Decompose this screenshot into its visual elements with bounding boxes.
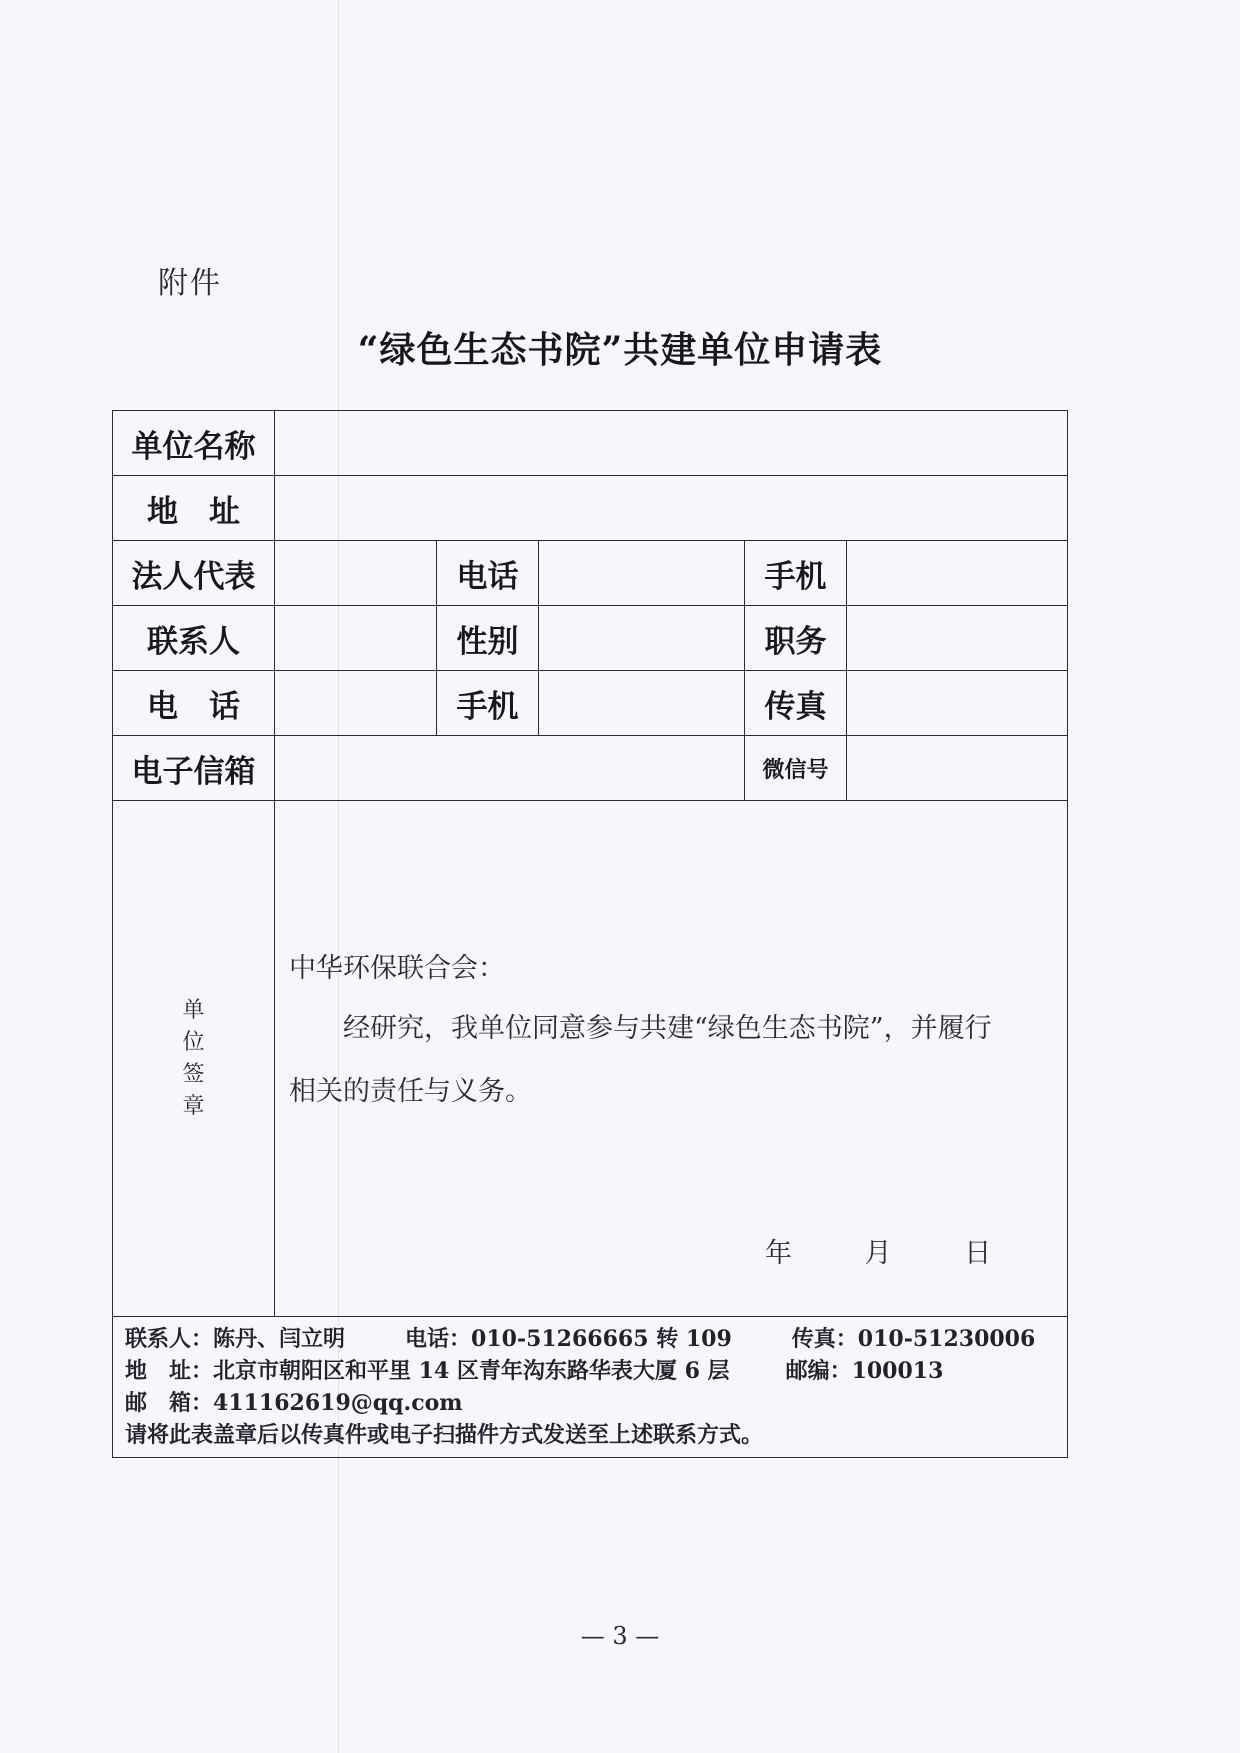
application-form-table [112, 410, 1068, 1458]
email-label: 电子信箱 [113, 736, 275, 801]
footer-note: 请将此表盖章后以传真件或电子扫描件方式发送至上述联系方式。 [125, 1422, 764, 1448]
legal-rep-phone-field[interactable] [539, 541, 745, 606]
wechat-label: 微信号 [745, 736, 847, 801]
contact-mobile-field[interactable] [539, 671, 745, 736]
letter-recipient: 中华环保联合会： [289, 953, 505, 984]
legal-rep-mobile-field[interactable] [847, 541, 1068, 606]
date-year: 年 [765, 1238, 792, 1269]
footer-address: 地 址：北京市朝阳区和平里 14 区青年沟东路华表大厦 6 层 [125, 1358, 730, 1384]
footer-phone: 电话：010-51266665 转 109 [405, 1326, 732, 1352]
form-title: “绿色生态书院”共建单位申请表 [357, 329, 883, 371]
mobile-label: 手机 [745, 541, 847, 606]
footer-line-4 [125, 1419, 1055, 1451]
legal-rep-field[interactable] [275, 541, 437, 606]
row-legal-rep [113, 541, 1068, 606]
gender-field[interactable] [539, 606, 745, 671]
position-label: 职务 [745, 606, 847, 671]
consent-letter [275, 801, 1067, 1316]
footer-line-1 [125, 1323, 1055, 1355]
phone-label-2: 电 话 [113, 671, 275, 736]
fax-label: 传真 [745, 671, 847, 736]
row-signature [113, 801, 1068, 1317]
footer-email: 邮 箱：411162619@qq.com [125, 1390, 463, 1416]
letter-line-1: 经研究，我单位同意参与共建“绿色生态书院”，并履行 [343, 1013, 992, 1044]
footer-contact: 联系人：陈丹、闫立明 [125, 1326, 346, 1352]
row-footer [113, 1317, 1068, 1458]
legal-rep-label: 法人代表 [113, 541, 275, 606]
row-phone [113, 671, 1068, 736]
row-contact [113, 606, 1068, 671]
row-email [113, 736, 1068, 801]
footer-fax: 传真：010-51230006 [791, 1326, 1036, 1352]
unit-name-label: 单位名称 [113, 411, 275, 476]
unit-name-field[interactable] [275, 411, 1068, 476]
footer-line-3 [125, 1387, 1055, 1419]
signature-area[interactable] [275, 801, 1068, 1317]
contact-info-footer [113, 1317, 1068, 1458]
phone-label: 电话 [437, 541, 539, 606]
page-number: — 3 — [580, 1622, 660, 1650]
footer-postcode: 邮编：100013 [785, 1358, 944, 1384]
contact-field[interactable] [275, 606, 437, 671]
contact-phone-field[interactable] [275, 671, 437, 736]
fax-field[interactable] [847, 671, 1068, 736]
footer-line-2 [125, 1355, 1055, 1387]
letter-line-2: 相关的责任与义务。 [289, 1076, 532, 1107]
signature-label: 单 位 签 章 [113, 801, 275, 1317]
row-address [113, 476, 1068, 541]
date-month: 月 [864, 1238, 892, 1269]
email-field[interactable] [275, 736, 745, 801]
mobile-label-2: 手机 [437, 671, 539, 736]
contact-label: 联系人 [113, 606, 275, 671]
gender-label: 性别 [437, 606, 539, 671]
address-field[interactable] [275, 476, 1068, 541]
position-field[interactable] [847, 606, 1068, 671]
letter-date [765, 1231, 991, 1270]
address-label: 地 址 [113, 476, 275, 541]
attachment-label: 附件 [158, 266, 222, 301]
row-unit-name [113, 411, 1068, 476]
wechat-field[interactable] [847, 736, 1068, 801]
date-day: 日 [964, 1238, 992, 1269]
